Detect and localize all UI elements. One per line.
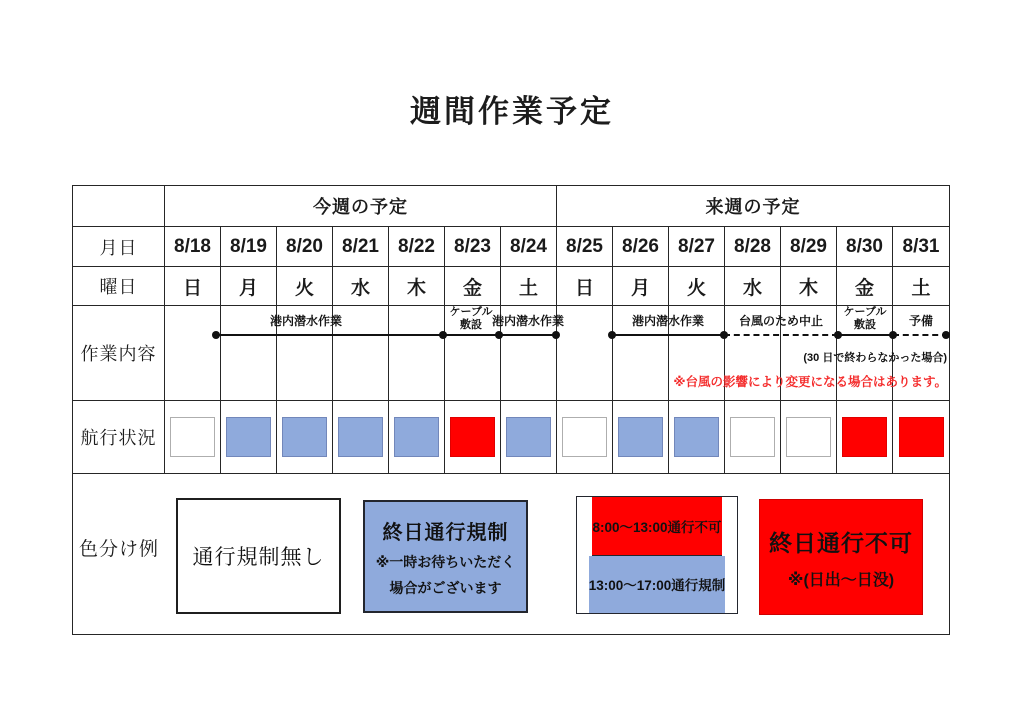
status-box [618, 417, 663, 457]
work-label-typhoon-cancel: 台風のため中止 [738, 314, 824, 328]
work-label-cable-2-line1: ケーブル [843, 306, 887, 318]
status-box [450, 417, 495, 457]
day-cell: 火 [669, 267, 725, 306]
date-cell: 8/30 [837, 227, 893, 267]
status-box [282, 417, 327, 457]
work-label-diving-3: 港内潜水作業 [631, 314, 705, 328]
status-box [674, 417, 719, 457]
row-label-legend: 色分け例 [78, 539, 159, 560]
day-cell: 金 [445, 267, 501, 306]
date-cell: 8/24 [501, 227, 557, 267]
legend-no-regulation-text: 通行規制無し [192, 546, 325, 569]
work-label-diving-1: 港内潜水作業 [269, 314, 343, 328]
legend-allday-regulation-note2: 場合がございます [389, 579, 502, 596]
status-box [730, 417, 775, 457]
legend-allday-regulation-title: 終日通行規制 [382, 521, 509, 544]
day-cell: 土 [501, 267, 557, 306]
legend-no-regulation-box [176, 498, 341, 614]
legend-allday-regulation-note1: ※一時お待ちいただく [375, 553, 516, 570]
day-cell: 木 [781, 267, 837, 306]
status-box [899, 417, 944, 457]
work-label-cable-2-line2: 敷設 [853, 319, 876, 331]
row-label-date: 月日 [73, 227, 165, 267]
this-week-header: 今週の予定 [165, 186, 557, 227]
date-cell: 8/21 [333, 227, 389, 267]
status-box [786, 417, 831, 457]
date-cell: 8/20 [277, 227, 333, 267]
status-box [842, 417, 887, 457]
day-cell: 日 [165, 267, 221, 306]
status-box [394, 417, 439, 457]
row-label-work: 作業内容 [73, 306, 165, 401]
work-label-cable-1-line2: 敷設 [459, 319, 482, 331]
legend-partial-box [576, 496, 738, 614]
legend-allday-regulation-box [363, 500, 528, 613]
date-cell: 8/28 [725, 227, 781, 267]
date-cell: 8/23 [445, 227, 501, 267]
date-cell: 8/18 [165, 227, 221, 267]
status-box [506, 417, 551, 457]
legend-partial-closed-text: 8:00～13:00通行不可 [592, 497, 721, 556]
next-week-header: 来週の予定 [557, 186, 949, 227]
work-label-reserve: 予備 [908, 314, 934, 328]
legend-partial-regulated-text: 13:00～17:00通行規制 [589, 556, 726, 614]
day-cell: 月 [221, 267, 277, 306]
work-label-diving-2: 港内潜水作業 [491, 314, 565, 328]
date-cell: 8/26 [613, 227, 669, 267]
weekly-schedule-table [72, 185, 950, 635]
page-title: 週間作業予定 [410, 94, 614, 129]
work-note-typhoon: ※台風の影響により変更になる場合はあります。 [673, 375, 947, 389]
status-box [338, 417, 383, 457]
day-cell: 月 [613, 267, 669, 306]
date-cell: 8/25 [557, 227, 613, 267]
day-cell: 土 [893, 267, 949, 306]
status-box [170, 417, 215, 457]
row-label-day: 曜日 [73, 267, 165, 306]
legend-row [73, 474, 949, 634]
date-cell: 8/19 [221, 227, 277, 267]
day-cell: 火 [277, 267, 333, 306]
day-cell: 日 [557, 267, 613, 306]
day-cell: 木 [389, 267, 445, 306]
day-cell: 水 [333, 267, 389, 306]
work-label-cable-1-line1: ケーブル [449, 306, 493, 318]
row-label-status: 航行状況 [73, 401, 165, 474]
legend-allday-closed-box [759, 499, 923, 615]
work-note-continuation: (30 日で終わらなかった場合) [803, 352, 947, 364]
day-cell: 金 [837, 267, 893, 306]
legend-allday-closed-title: 終日通行不可 [769, 529, 913, 556]
date-cell: 8/22 [389, 227, 445, 267]
day-cell: 水 [725, 267, 781, 306]
date-cell: 8/29 [781, 227, 837, 267]
status-box [226, 417, 271, 457]
date-cell: 8/31 [893, 227, 949, 267]
date-cell: 8/27 [669, 227, 725, 267]
corner-cell [73, 186, 165, 227]
status-box [562, 417, 607, 457]
legend-allday-closed-note: ※(日出～日没) [787, 571, 895, 589]
